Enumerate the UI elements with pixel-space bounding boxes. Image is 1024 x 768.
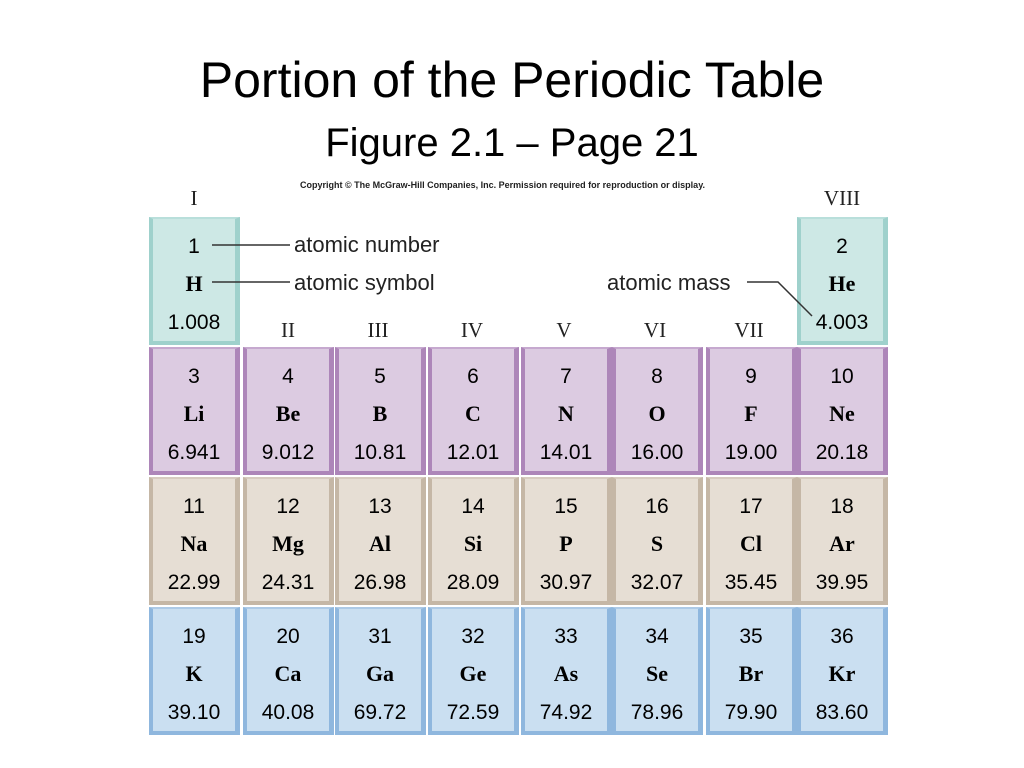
element-cell-li xyxy=(149,347,240,475)
copyright-notice: Copyright © The McGraw-Hill Companies, Inc. Permission required for reproduction or display. xyxy=(300,180,706,190)
atomic-mass: 40.08 xyxy=(261,701,315,724)
atomic-number: 13 xyxy=(368,495,392,518)
atomic-number: 2 xyxy=(836,235,848,258)
atomic-mass: 32.07 xyxy=(630,571,684,594)
element-cell-ca xyxy=(243,607,334,735)
atomic-number: 36 xyxy=(830,625,854,648)
atomic-number: 3 xyxy=(188,365,200,388)
atomic-symbol: S xyxy=(650,531,664,556)
atomic-mass: 78.96 xyxy=(630,701,684,724)
atomic-number: 10 xyxy=(830,365,854,388)
atomic-number: 1 xyxy=(188,235,200,258)
atomic-symbol: Ar xyxy=(829,531,855,556)
atomic-mass: 28.09 xyxy=(446,571,500,594)
element-cell-s xyxy=(612,477,703,605)
atomic-mass: 30.97 xyxy=(539,571,593,594)
atomic-mass: 39.95 xyxy=(815,571,869,594)
group-label-5: V xyxy=(556,318,572,342)
group-label-8: VIII xyxy=(823,186,861,210)
element-cell-ga xyxy=(335,607,426,735)
atomic-symbol: K xyxy=(185,661,203,686)
atomic-symbol: Ge xyxy=(459,661,487,686)
element-cell-si xyxy=(428,477,519,605)
atomic-symbol: Ga xyxy=(365,661,395,686)
annotation-atomic-mass: atomic mass xyxy=(607,270,731,295)
atomic-mass: 14.01 xyxy=(539,441,593,464)
leader-line-atomic-mass xyxy=(747,282,812,316)
element-cell-as xyxy=(521,607,612,735)
atomic-symbol: Al xyxy=(369,531,391,556)
atomic-number: 15 xyxy=(554,495,578,518)
atomic-mass: 24.31 xyxy=(261,571,315,594)
atomic-number: 16 xyxy=(645,495,669,518)
atomic-mass: 10.81 xyxy=(353,441,407,464)
atomic-number: 34 xyxy=(645,625,669,648)
atomic-number: 5 xyxy=(374,365,386,388)
atomic-mass: 22.99 xyxy=(167,571,221,594)
atomic-symbol: Mg xyxy=(272,531,304,556)
element-cell-br xyxy=(706,607,797,735)
element-cell-ge xyxy=(428,607,519,735)
atomic-mass: 6.941 xyxy=(167,441,221,464)
annotation-atomic-number: atomic number xyxy=(294,232,440,257)
element-cell-f xyxy=(706,347,797,475)
atomic-mass: 19.00 xyxy=(724,441,778,464)
group-label-6: VI xyxy=(643,318,667,342)
atomic-mass: 83.60 xyxy=(815,701,869,724)
slide-subtitle: Figure 2.1 – Page 21 xyxy=(325,121,699,165)
element-cell-cl xyxy=(706,477,797,605)
atomic-number: 6 xyxy=(467,365,479,388)
atomic-mass: 39.10 xyxy=(167,701,221,724)
atomic-mass: 79.90 xyxy=(724,701,778,724)
group-label-1: I xyxy=(190,186,198,210)
atomic-number: 31 xyxy=(368,625,392,648)
atomic-number: 7 xyxy=(560,365,572,388)
atomic-symbol: Br xyxy=(738,661,764,686)
atomic-symbol: Si xyxy=(463,531,483,556)
atomic-symbol: Se xyxy=(646,661,668,686)
element-cell-kr xyxy=(797,607,888,735)
atomic-symbol: Ne xyxy=(829,401,855,426)
atomic-number: 32 xyxy=(461,625,485,648)
atomic-symbol: Na xyxy=(180,531,208,556)
atomic-number: 11 xyxy=(183,495,205,518)
group-label-7: VII xyxy=(734,318,764,342)
group-label-2: II xyxy=(281,318,295,342)
atomic-symbol: Ca xyxy=(274,661,302,686)
atomic-number: 4 xyxy=(282,365,294,388)
atomic-symbol: O xyxy=(648,401,666,426)
annotation-atomic-symbol: atomic symbol xyxy=(294,270,435,295)
atomic-symbol: Li xyxy=(183,401,205,426)
element-cell-ne xyxy=(797,347,888,475)
atomic-mass: 74.92 xyxy=(539,701,593,724)
atomic-symbol: Be xyxy=(275,401,301,426)
atomic-mass: 16.00 xyxy=(630,441,684,464)
atomic-mass: 1.008 xyxy=(167,311,221,334)
element-cell-o xyxy=(612,347,703,475)
group-label-3: III xyxy=(367,318,389,342)
atomic-number: 20 xyxy=(276,625,300,648)
atomic-symbol: H xyxy=(185,271,203,296)
atomic-symbol: P xyxy=(559,531,573,556)
atomic-mass: 35.45 xyxy=(724,571,778,594)
atomic-mass: 9.012 xyxy=(261,441,315,464)
element-cell-al xyxy=(335,477,426,605)
atomic-mass: 69.72 xyxy=(353,701,407,724)
atomic-mass: 72.59 xyxy=(446,701,500,724)
atomic-number: 8 xyxy=(651,365,663,388)
atomic-symbol: F xyxy=(744,401,758,426)
element-cell-se xyxy=(612,607,703,735)
atomic-symbol: C xyxy=(465,401,481,426)
element-cell-be xyxy=(243,347,334,475)
atomic-symbol: Kr xyxy=(828,661,856,686)
group-label-4: IV xyxy=(460,318,484,342)
atomic-symbol: N xyxy=(558,401,574,426)
element-cell-na xyxy=(149,477,240,605)
atomic-number: 14 xyxy=(461,495,485,518)
element-cell-k xyxy=(149,607,240,735)
atomic-symbol: B xyxy=(372,401,388,426)
atomic-number: 35 xyxy=(739,625,763,648)
atomic-number: 18 xyxy=(830,495,854,518)
atomic-mass: 12.01 xyxy=(446,441,500,464)
atomic-symbol: Cl xyxy=(740,531,762,556)
atomic-symbol: He xyxy=(828,271,856,296)
atomic-mass: 4.003 xyxy=(815,311,869,334)
atomic-mass: 20.18 xyxy=(815,441,869,464)
element-cell-c xyxy=(428,347,519,475)
element-cell-b xyxy=(335,347,426,475)
element-cell-ar xyxy=(797,477,888,605)
atomic-number: 17 xyxy=(739,495,763,518)
slide-title: Portion of the Periodic Table xyxy=(199,52,825,108)
element-cell-p xyxy=(521,477,612,605)
atomic-number: 19 xyxy=(182,625,206,648)
atomic-symbol: As xyxy=(553,661,579,686)
atomic-number: 12 xyxy=(276,495,300,518)
atomic-number: 33 xyxy=(554,625,578,648)
atomic-number: 9 xyxy=(745,365,757,388)
element-cell-mg xyxy=(243,477,334,605)
atomic-mass: 26.98 xyxy=(353,571,407,594)
element-cell-n xyxy=(521,347,612,475)
